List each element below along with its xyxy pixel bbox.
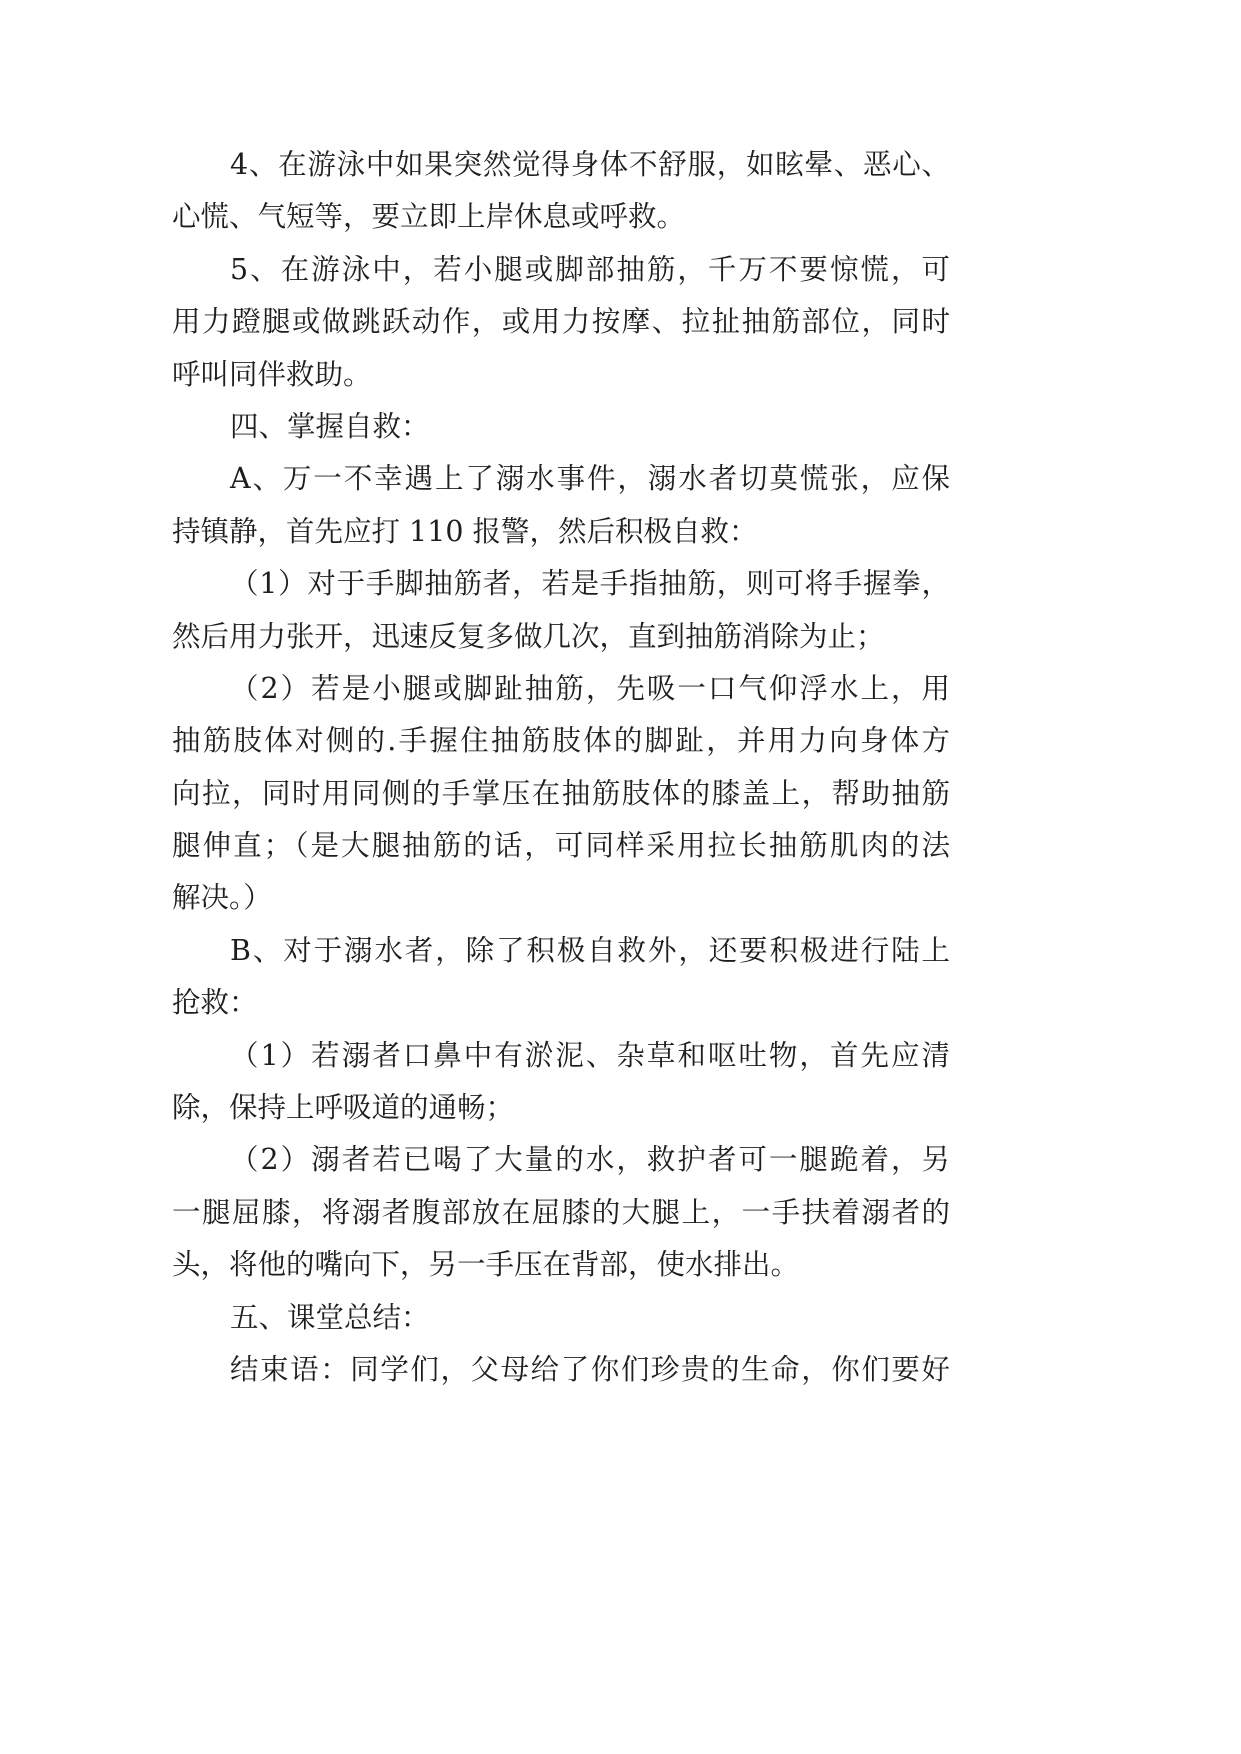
paragraph-item-4 xyxy=(172,139,950,244)
paragraph-item-5 xyxy=(172,244,950,401)
text-line: 结束语：同学们，父母给了你们珍贵的生命，你们要好 xyxy=(230,1352,950,1386)
text-line: 5、在游泳中，若小腿或脚部抽筋，千万不要惊慌，可 xyxy=(230,252,950,286)
text-line: 解决。） xyxy=(172,881,272,915)
paragraph-a-2 xyxy=(172,663,950,925)
paragraph-b-2 xyxy=(172,1134,950,1291)
text-line: （2）若是小腿或脚趾抽筋，先吸一口气仰浮水上，用 xyxy=(230,671,950,705)
text-line: 一腿屈膝，将溺者腹部放在屈膝的大腿上，一手扶着溺者的 xyxy=(172,1195,950,1229)
paragraph-b xyxy=(172,925,950,1030)
text-line: 呼叫同伴救助。 xyxy=(172,357,372,391)
text-line: 然后用力张开，迅速反复多做几次，直到抽筋消除为止； xyxy=(172,619,885,653)
text-line: （1）若溺者口鼻中有淤泥、杂草和呕吐物，首先应清 xyxy=(230,1038,950,1072)
text-line: 头，将他的嘴向下，另一手压在背部，使水排出。 xyxy=(172,1248,800,1282)
text-line: A、万一不幸遇上了溺水事件，溺水者切莫慌张，应保 xyxy=(230,462,950,496)
section-heading: 四、掌握自救： xyxy=(230,409,430,443)
text-line: 4、在游泳中如果突然觉得身体不舒服，如眩晕、恶心、 xyxy=(230,148,950,181)
paragraph-b-1 xyxy=(172,1030,950,1135)
section-heading-self-rescue xyxy=(172,401,950,453)
text-line: 抽筋肢体对侧的.手握住抽筋肢体的脚趾，并用力向身体方 xyxy=(172,724,950,758)
paragraph-closing xyxy=(172,1344,950,1396)
paragraph-a xyxy=(172,453,950,558)
text-line: 抢救： xyxy=(172,986,258,1020)
text-line: （2）溺者若已喝了大量的水，救护者可一腿跪着，另 xyxy=(230,1143,950,1177)
section-heading-summary xyxy=(172,1292,950,1344)
text-line: 心慌、气短等，要立即上岸休息或呼救。 xyxy=(172,200,686,234)
text-line: 向拉，同时用同侧的手掌压在抽筋肢体的膝盖上，帮助抽筋 xyxy=(172,776,950,810)
paragraph-a-1 xyxy=(172,558,950,663)
text-line: 用力蹬腿或做跳跃动作，或用力按摩、拉扯抽筋部位，同时 xyxy=(172,305,950,339)
text-line: （1）对于手脚抽筋者，若是手指抽筋，则可将手握拳， xyxy=(230,567,950,601)
text-line: 持镇静，首先应打 110 报警，然后积极自救： xyxy=(172,514,758,548)
section-heading: 五、课堂总结： xyxy=(230,1300,430,1334)
text-line: 腿伸直；（是大腿抽筋的话，可同样采用拉长抽筋肌肉的法 xyxy=(172,829,950,863)
text-line: 除，保持上呼吸道的通畅； xyxy=(172,1091,515,1125)
document-body xyxy=(172,139,950,1396)
text-line: B、对于溺水者，除了积极自救外，还要积极进行陆上 xyxy=(230,933,950,967)
